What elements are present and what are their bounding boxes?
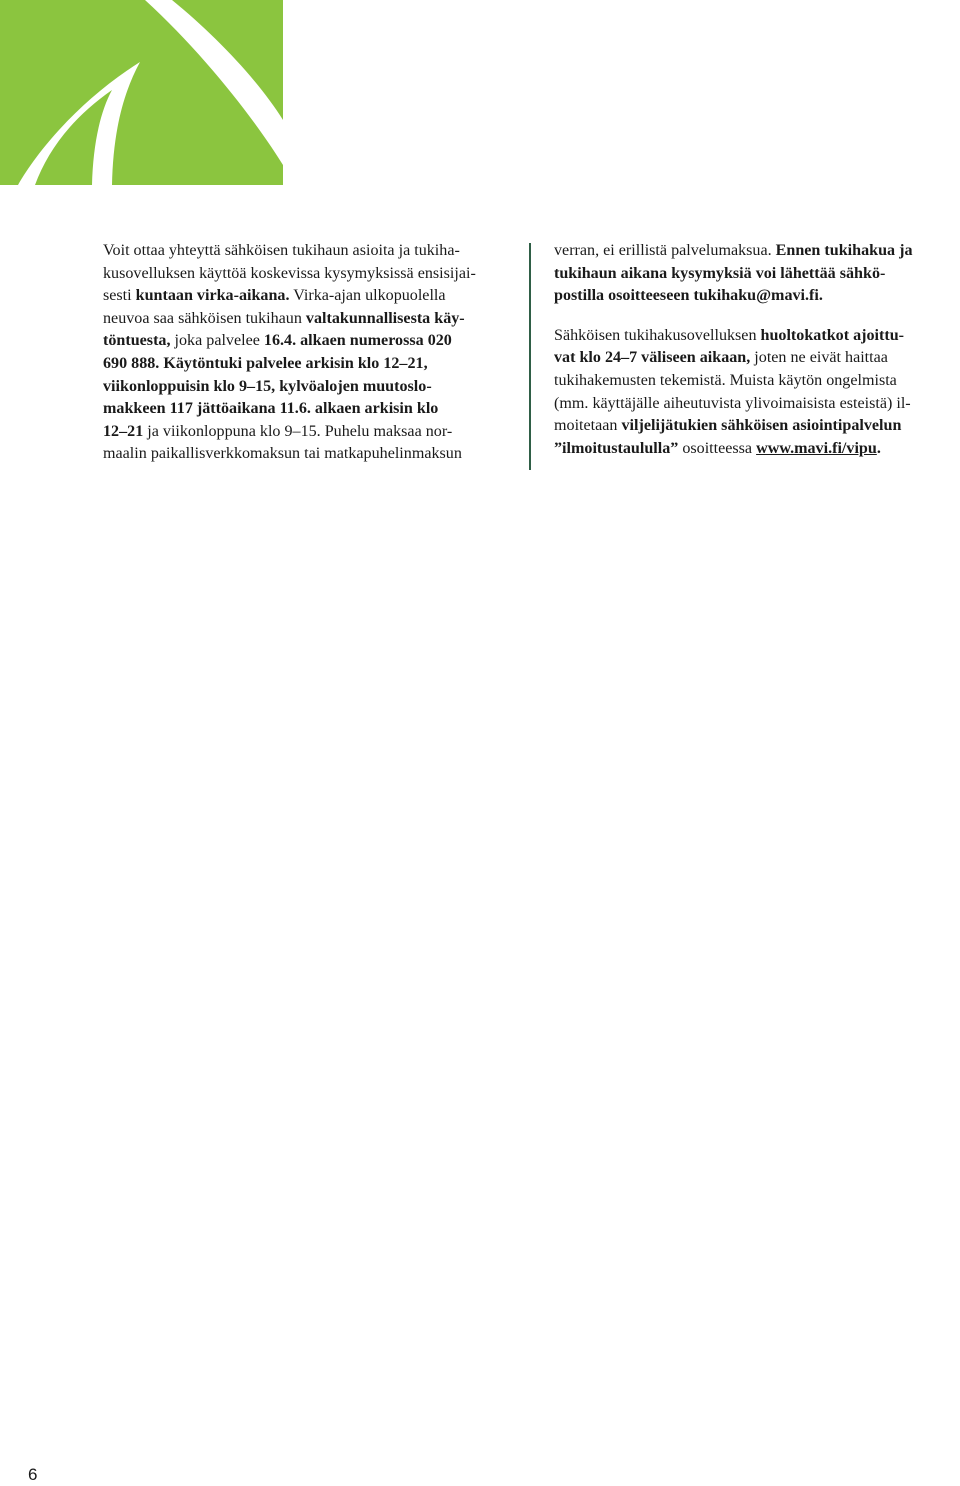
left-text-column (103, 240, 508, 466)
leaf-logo-icon (0, 0, 283, 185)
right-text-column (554, 240, 956, 460)
vipu-link[interactable]: www.mavi.fi/vipu (756, 439, 877, 457)
paragraph-contact-continued: verran, ei erillistä palvelumaksua. Ennen tukihakua ja tukihaun aikana kysymyksiä voi lähettää sähkö- postilla osoitteeseen tukihaku@mavi.fi. (554, 242, 913, 305)
page-number: 6 (28, 1465, 38, 1484)
column-divider (529, 243, 531, 470)
paragraph-contact: Voit ottaa yhteyttä sähköisen tukihaun asioita ja tukiha- kusovelluksen käyttöä koskevissa kysymyksissä ensisijai- sesti kuntaan virka-aikana. Virka-ajan ulkopuolella neuvoa saa sähköisen tukihaun valtakunnallisesta käy- töntuesta, joka palvelee 16.4. alkaen numerossa 020 690 888. Käytöntuki palvelee arkisin klo 12–21, viikonloppuisin klo 9–15, kylvöalojen muutoslo- makkeen 117 jättöaikana 11.6. alkaen arkisin klo 12–21 ja viikonloppuna klo 9–15. Puhelu maksaa nor- maalin paikallisverkkomaksun tai matkapuhelinmaksun (103, 242, 476, 463)
paragraph-maintenance: Sähköisen tukihakusovelluksen huoltokatkot ajoittu- vat klo 24–7 väliseen aikaan, joten ne eivät haittaa tukihakemusten tekemistä. Muista käytön ongelmista (mm. käyttäjälle aiheutuvista ylivoimaisista esteistä) il- moitetaan viljelijätukien sähköisen asiointipalvelun ”ilmoitustaululla” osoitteessa www.mavi.fi/vipu. (554, 326, 911, 457)
